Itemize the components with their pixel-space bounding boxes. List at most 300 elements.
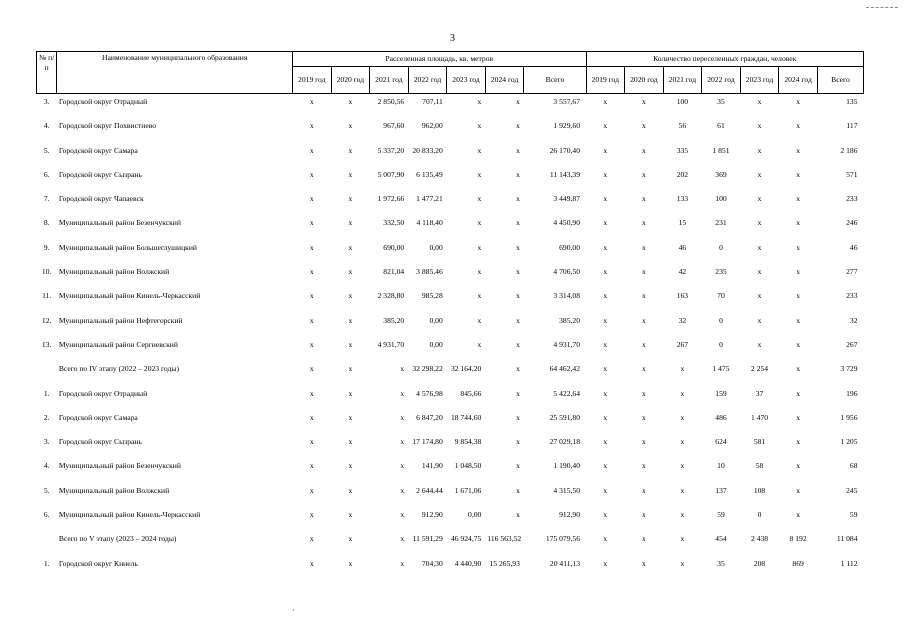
people-cell: 163 xyxy=(676,291,689,301)
people-cell: 235 xyxy=(715,267,727,277)
row-number: 13. xyxy=(41,339,52,349)
table-row xyxy=(37,94,864,122)
row-number: 3. xyxy=(43,437,50,447)
area-cell: 32 298,22 xyxy=(412,364,443,374)
area-cell: x xyxy=(516,218,520,228)
people-cell: 369 xyxy=(715,169,727,179)
people-cell: x xyxy=(641,291,646,301)
people-cell: x xyxy=(796,291,800,301)
people-cell: x xyxy=(603,437,608,447)
people-cell: x xyxy=(603,218,608,228)
municipality-name: Муниципальный район Кинель-Черкасский xyxy=(58,510,201,520)
people-cell: x xyxy=(641,121,646,131)
table-row xyxy=(37,461,864,485)
municipality-name: Городской округ Отрадный xyxy=(58,388,148,398)
people-cell: 37 xyxy=(755,388,764,398)
area-total-cell: 5 422,64 xyxy=(553,388,580,398)
municipality-name: Муниципальный район Волжский xyxy=(58,485,170,495)
table-row xyxy=(37,291,864,315)
people-cell: x xyxy=(603,97,608,106)
people-cell: 0 xyxy=(719,242,723,252)
area-cell: 11 591,29 xyxy=(412,534,443,544)
area-cell: x xyxy=(516,169,520,179)
people-year-header: 2020 год xyxy=(625,67,664,94)
area-cell: x xyxy=(516,461,520,471)
table-row xyxy=(37,267,864,291)
municipality-name: Муниципальный район Нефтегорский xyxy=(58,315,183,325)
people-cell: x xyxy=(680,437,685,447)
area-cell: 0,00 xyxy=(429,242,443,252)
people-cell: 32 xyxy=(678,315,687,325)
people-cell: x xyxy=(641,510,646,520)
col-name-header: Наименование муниципального образования xyxy=(57,52,293,94)
area-cell: 4 576,98 xyxy=(416,388,443,398)
people-cell: x xyxy=(641,339,646,349)
area-cell: 1 972,66 xyxy=(377,194,405,204)
people-cell: x xyxy=(757,218,762,228)
people-cell: 100 xyxy=(715,194,727,204)
people-cell: x xyxy=(757,169,762,179)
area-cell: x xyxy=(477,194,482,204)
area-cell: 9 854,38 xyxy=(454,437,482,447)
area-total-cell: 1 190,40 xyxy=(553,461,580,471)
people-cell: x xyxy=(603,169,608,179)
area-cell: 15 265,93 xyxy=(489,558,520,568)
area-cell: x xyxy=(477,145,482,155)
area-cell: x xyxy=(309,169,314,179)
people-cell: 486 xyxy=(715,412,727,422)
people-cell: x xyxy=(796,121,800,131)
people-cell: x xyxy=(641,461,646,471)
area-cell: x xyxy=(309,339,314,349)
area-cell: x xyxy=(309,315,314,325)
table-row xyxy=(37,170,864,194)
area-year-header: 2019 год xyxy=(293,67,332,94)
area-cell: x xyxy=(516,485,520,495)
area-cell: x xyxy=(477,169,482,179)
people-total-cell: 277 xyxy=(846,267,858,277)
area-cell: x xyxy=(348,437,353,447)
people-total-cell: 1 205 xyxy=(840,437,858,447)
area-cell: 18 744,60 xyxy=(450,412,482,422)
row-number: 11. xyxy=(42,291,52,301)
area-cell: x xyxy=(348,412,353,422)
people-cell: 35 xyxy=(717,97,725,106)
area-cell: x xyxy=(516,145,520,155)
people-cell: x xyxy=(796,218,800,228)
people-total-cell: 46 xyxy=(849,242,858,252)
people-cell: x xyxy=(603,412,608,422)
area-cell: x xyxy=(309,194,314,204)
area-cell: 32 164,20 xyxy=(450,364,482,374)
area-cell: 4 931,70 xyxy=(377,339,405,349)
area-cell: 116 563,52 xyxy=(487,534,522,544)
row-number: 5. xyxy=(43,145,50,155)
people-total-cell: 2 186 xyxy=(840,145,858,155)
area-cell: 6 135,49 xyxy=(416,169,443,179)
people-cell: x xyxy=(796,145,800,155)
people-cell: x xyxy=(796,437,800,447)
table-row xyxy=(37,316,864,340)
area-cell: x xyxy=(309,437,314,447)
municipality-name: Муниципальный район Большеглушицкий xyxy=(58,242,197,252)
people-cell: x xyxy=(680,388,685,398)
area-total-cell: 4 450,90 xyxy=(553,218,580,228)
municipality-name: Всего по V этапу (2023 – 2024 годы) xyxy=(58,534,177,544)
table-row xyxy=(37,486,864,510)
municipality-name: Всего по IV этапу (2022 – 2023 годы) xyxy=(58,364,179,374)
people-cell: 159 xyxy=(715,388,727,398)
area-cell: x xyxy=(516,194,520,204)
area-cell: x xyxy=(477,291,482,301)
area-cell: x xyxy=(400,510,405,520)
people-cell: x xyxy=(757,242,762,252)
people-cell: x xyxy=(641,169,646,179)
people-cell: x xyxy=(796,510,800,520)
people-cell: x xyxy=(796,315,800,325)
people-cell: x xyxy=(680,364,685,374)
area-cell: 17 174,80 xyxy=(412,437,443,447)
people-cell: x xyxy=(641,242,646,252)
area-cell: x xyxy=(309,121,314,131)
people-cell: x xyxy=(603,461,608,471)
people-cell: x xyxy=(641,97,646,106)
people-cell: x xyxy=(603,315,608,325)
people-cell: 0 xyxy=(719,315,723,325)
area-year-header: 2023 год xyxy=(447,67,486,94)
municipality-name: Муниципальный район Безенчукский xyxy=(58,218,181,228)
people-cell: 1 475 xyxy=(712,364,730,374)
people-cell: 581 xyxy=(753,437,766,447)
people-total-cell: 245 xyxy=(846,485,858,495)
area-total-cell: 27 029,18 xyxy=(549,437,580,447)
municipality-name: Муниципальный район Сергиевский xyxy=(58,339,178,349)
area-cell: x xyxy=(477,121,482,131)
table-row xyxy=(37,146,864,170)
people-cell: x xyxy=(603,145,608,155)
area-cell: 2 328,80 xyxy=(377,291,405,301)
municipality-name: Городской округ Сызрань xyxy=(58,169,142,179)
area-cell: x xyxy=(348,388,353,398)
people-cell: x xyxy=(757,121,762,131)
area-cell: x xyxy=(400,412,405,422)
people-cell: x xyxy=(641,315,646,325)
row-number: 1. xyxy=(43,558,50,568)
people-cell: 8 192 xyxy=(789,534,807,544)
area-cell: x xyxy=(516,339,520,349)
row-number xyxy=(37,534,57,558)
area-cell: x xyxy=(309,534,314,544)
area-cell: x xyxy=(309,364,314,374)
people-cell: x xyxy=(641,558,646,568)
people-cell: 1 470 xyxy=(750,412,769,422)
municipality-name: Городской округ Похвистнево xyxy=(58,121,157,131)
area-year-header: 2024 год xyxy=(485,67,524,94)
people-cell: x xyxy=(757,291,762,301)
people-cell: x xyxy=(603,339,608,349)
municipality-name: Муниципальный район Безенчукский xyxy=(58,461,181,471)
row-number: 4. xyxy=(43,121,50,131)
area-cell: 0,00 xyxy=(468,510,482,520)
area-cell: x xyxy=(477,97,482,106)
people-cell: x xyxy=(680,412,685,422)
people-cell: 15 xyxy=(678,218,687,228)
area-cell: x xyxy=(477,218,482,228)
people-cell: 454 xyxy=(715,534,727,544)
area-cell: x xyxy=(400,461,405,471)
scan-artifact-dot: · xyxy=(292,606,295,615)
people-cell: 0 xyxy=(719,339,723,349)
people-cell: 137 xyxy=(715,485,727,495)
area-cell: 385,20 xyxy=(383,315,405,325)
municipality-name: Муниципальный район Волжский xyxy=(58,267,170,277)
area-cell: x xyxy=(309,412,314,422)
area-total-cell: 4 706,50 xyxy=(553,267,580,277)
area-cell: x xyxy=(348,145,353,155)
people-cell: 35 xyxy=(717,558,725,568)
table-row xyxy=(37,389,864,413)
area-cell: 0,00 xyxy=(429,315,443,325)
people-total-header: Всего xyxy=(817,67,863,94)
people-cell: x xyxy=(796,388,800,398)
area-cell: 2 850,56 xyxy=(377,97,405,106)
area-cell: 707,11 xyxy=(422,97,443,106)
area-cell: x xyxy=(516,291,520,301)
row-number: 6. xyxy=(43,169,50,179)
area-total-cell: 4 315,50 xyxy=(553,485,580,495)
people-cell: x xyxy=(757,145,762,155)
area-cell: x xyxy=(400,388,405,398)
area-group-header: Расселенная площадь, кв. метров xyxy=(293,52,587,67)
people-cell: 61 xyxy=(717,121,725,131)
area-cell: 332,50 xyxy=(383,218,405,228)
people-cell: 108 xyxy=(753,485,766,495)
area-total-header: Всего xyxy=(524,67,586,94)
row-number: 1. xyxy=(43,388,50,398)
people-cell: x xyxy=(796,485,800,495)
people-cell: x xyxy=(757,97,762,106)
area-cell: 141,90 xyxy=(421,461,443,471)
people-cell: x xyxy=(796,242,800,252)
people-cell: 46 xyxy=(678,242,687,252)
people-total-cell: 32 xyxy=(849,315,858,325)
area-cell: x xyxy=(400,485,405,495)
area-cell: x xyxy=(400,558,405,568)
resettlement-table xyxy=(36,51,864,583)
area-cell: 1 671,06 xyxy=(454,485,482,495)
municipality-name: Городской округ Сызрань xyxy=(58,437,142,447)
people-cell: x xyxy=(603,534,608,544)
people-total-cell: 1 112 xyxy=(840,558,858,568)
area-cell: x xyxy=(348,315,353,325)
people-cell: x xyxy=(680,558,685,568)
people-total-cell: 11 084 xyxy=(836,534,858,544)
people-cell: x xyxy=(603,558,608,568)
people-cell: 202 xyxy=(676,169,689,179)
people-cell: x xyxy=(603,267,608,277)
people-cell: x xyxy=(757,339,762,349)
row-number: 5. xyxy=(43,485,50,495)
people-cell: x xyxy=(757,267,762,277)
area-cell: x xyxy=(516,315,520,325)
people-cell: 70 xyxy=(717,291,725,301)
area-cell: x xyxy=(348,461,353,471)
people-cell: 42 xyxy=(678,267,687,277)
area-cell: 821,04 xyxy=(383,267,405,277)
table-row xyxy=(37,218,864,242)
area-cell: x xyxy=(516,510,520,520)
area-cell: 20 833,20 xyxy=(412,145,443,155)
people-total-cell: 196 xyxy=(846,388,858,398)
people-cell: x xyxy=(641,145,646,155)
people-total-cell: 1 956 xyxy=(840,412,858,422)
people-total-cell: 233 xyxy=(846,194,858,204)
area-cell: x xyxy=(309,242,314,252)
area-total-cell: 64 462,42 xyxy=(549,364,580,374)
row-number: 7. xyxy=(43,194,50,204)
people-cell: x xyxy=(641,267,646,277)
area-cell: x xyxy=(309,510,314,520)
area-total-cell: 3 557,67 xyxy=(553,97,580,106)
people-cell: x xyxy=(757,194,762,204)
area-cell: x xyxy=(516,121,520,131)
area-cell: x xyxy=(309,461,314,471)
area-cell: 1 048,50 xyxy=(454,461,482,471)
people-cell: 869 xyxy=(792,558,804,568)
row-number: 10. xyxy=(41,267,52,277)
area-cell: x xyxy=(400,534,405,544)
area-cell: x xyxy=(348,242,353,252)
area-cell: 46 924,75 xyxy=(450,534,482,544)
area-cell: x xyxy=(400,364,405,374)
area-total-cell: 690,00 xyxy=(559,242,580,252)
people-cell: 267 xyxy=(676,339,689,349)
page-number: 3 xyxy=(450,33,455,44)
people-cell: 231 xyxy=(715,218,727,228)
people-year-header: 2022 год xyxy=(702,67,741,94)
area-cell: x xyxy=(348,485,353,495)
people-cell: x xyxy=(603,121,608,131)
area-cell: x xyxy=(348,558,353,568)
people-year-header: 2021 год xyxy=(663,67,702,94)
municipality-name: Городской округ Самара xyxy=(58,412,138,422)
people-cell: x xyxy=(641,534,646,544)
area-total-cell: 11 143,39 xyxy=(549,169,580,179)
people-cell: 100 xyxy=(676,97,689,106)
people-cell: x xyxy=(603,194,608,204)
municipality-name: Городской округ Кинель xyxy=(58,558,138,568)
area-cell: x xyxy=(348,121,353,131)
people-cell: 624 xyxy=(715,437,727,447)
area-cell: 2 644,44 xyxy=(416,485,443,495)
people-cell: x xyxy=(796,461,800,471)
table-row xyxy=(37,121,864,145)
table-row xyxy=(37,413,864,437)
row-number: 12. xyxy=(41,315,52,325)
people-cell: x xyxy=(680,534,685,544)
area-cell: x xyxy=(516,97,520,106)
people-year-header: 2019 год xyxy=(586,67,625,94)
people-cell: x xyxy=(603,485,608,495)
people-cell: x xyxy=(796,97,800,106)
people-cell: x xyxy=(680,461,685,471)
area-total-cell: 385,20 xyxy=(559,315,580,325)
area-year-header: 2020 год xyxy=(331,67,370,94)
people-cell: x xyxy=(641,218,646,228)
people-total-cell: 233 xyxy=(846,291,858,301)
area-cell: x xyxy=(516,412,520,422)
area-cell: 4 440,90 xyxy=(454,558,482,568)
people-cell: x xyxy=(603,388,608,398)
row-number xyxy=(37,364,57,388)
area-year-header: 2022 год xyxy=(408,67,447,94)
people-cell: x xyxy=(603,242,608,252)
area-cell: x xyxy=(400,437,405,447)
municipality-name: Городской округ Самара xyxy=(58,145,138,155)
area-cell: 962,00 xyxy=(421,121,443,131)
area-cell: x xyxy=(309,145,314,155)
people-total-cell: 117 xyxy=(846,121,858,131)
area-cell: x xyxy=(348,339,353,349)
area-cell: x xyxy=(516,437,520,447)
people-cell: 2 438 xyxy=(750,534,769,544)
table-body xyxy=(37,94,864,583)
area-cell: 5 007,90 xyxy=(377,169,405,179)
area-cell: x xyxy=(348,364,353,374)
municipality-name: Муниципальный район Кинель-Черкасский xyxy=(58,291,201,301)
people-cell: 56 xyxy=(678,121,687,131)
area-total-cell: 912,90 xyxy=(559,510,580,520)
table-header xyxy=(37,52,864,94)
area-cell: x xyxy=(309,218,314,228)
area-cell: 4 118,40 xyxy=(416,218,443,228)
people-cell: x xyxy=(641,194,646,204)
row-number: 2. xyxy=(43,412,50,422)
people-group-header: Количество переселенных граждан, человек xyxy=(586,52,864,67)
people-total-cell: 571 xyxy=(846,169,858,179)
area-cell: x xyxy=(477,315,482,325)
people-total-cell: 267 xyxy=(846,339,858,349)
area-cell: 6 847,20 xyxy=(416,412,443,422)
area-total-cell: 1 929,60 xyxy=(553,121,580,131)
people-cell: x xyxy=(796,412,800,422)
area-cell: x xyxy=(348,97,353,106)
area-cell: x xyxy=(309,97,314,106)
table-row xyxy=(37,559,864,583)
area-cell: 1 477,21 xyxy=(416,194,443,204)
area-cell: 967,60 xyxy=(383,121,405,131)
area-cell: 912,90 xyxy=(421,510,443,520)
people-total-cell: 135 xyxy=(846,97,858,106)
people-cell: 59 xyxy=(717,510,725,520)
area-cell: x xyxy=(348,218,353,228)
row-number: 9. xyxy=(43,242,50,252)
area-cell: 3 885,46 xyxy=(416,267,443,277)
area-cell: x xyxy=(516,242,520,252)
area-cell: x xyxy=(348,291,353,301)
people-cell: x xyxy=(680,510,685,520)
people-year-header: 2024 год xyxy=(779,67,818,94)
area-total-cell: 20 411,13 xyxy=(549,558,580,568)
people-cell: x xyxy=(641,437,646,447)
area-cell: x xyxy=(348,534,353,544)
people-cell: x xyxy=(641,485,646,495)
row-number: 6. xyxy=(43,510,50,520)
people-cell: 0 xyxy=(757,510,762,520)
area-cell: x xyxy=(348,267,353,277)
area-cell: x xyxy=(516,388,520,398)
area-cell: 704,30 xyxy=(421,558,443,568)
